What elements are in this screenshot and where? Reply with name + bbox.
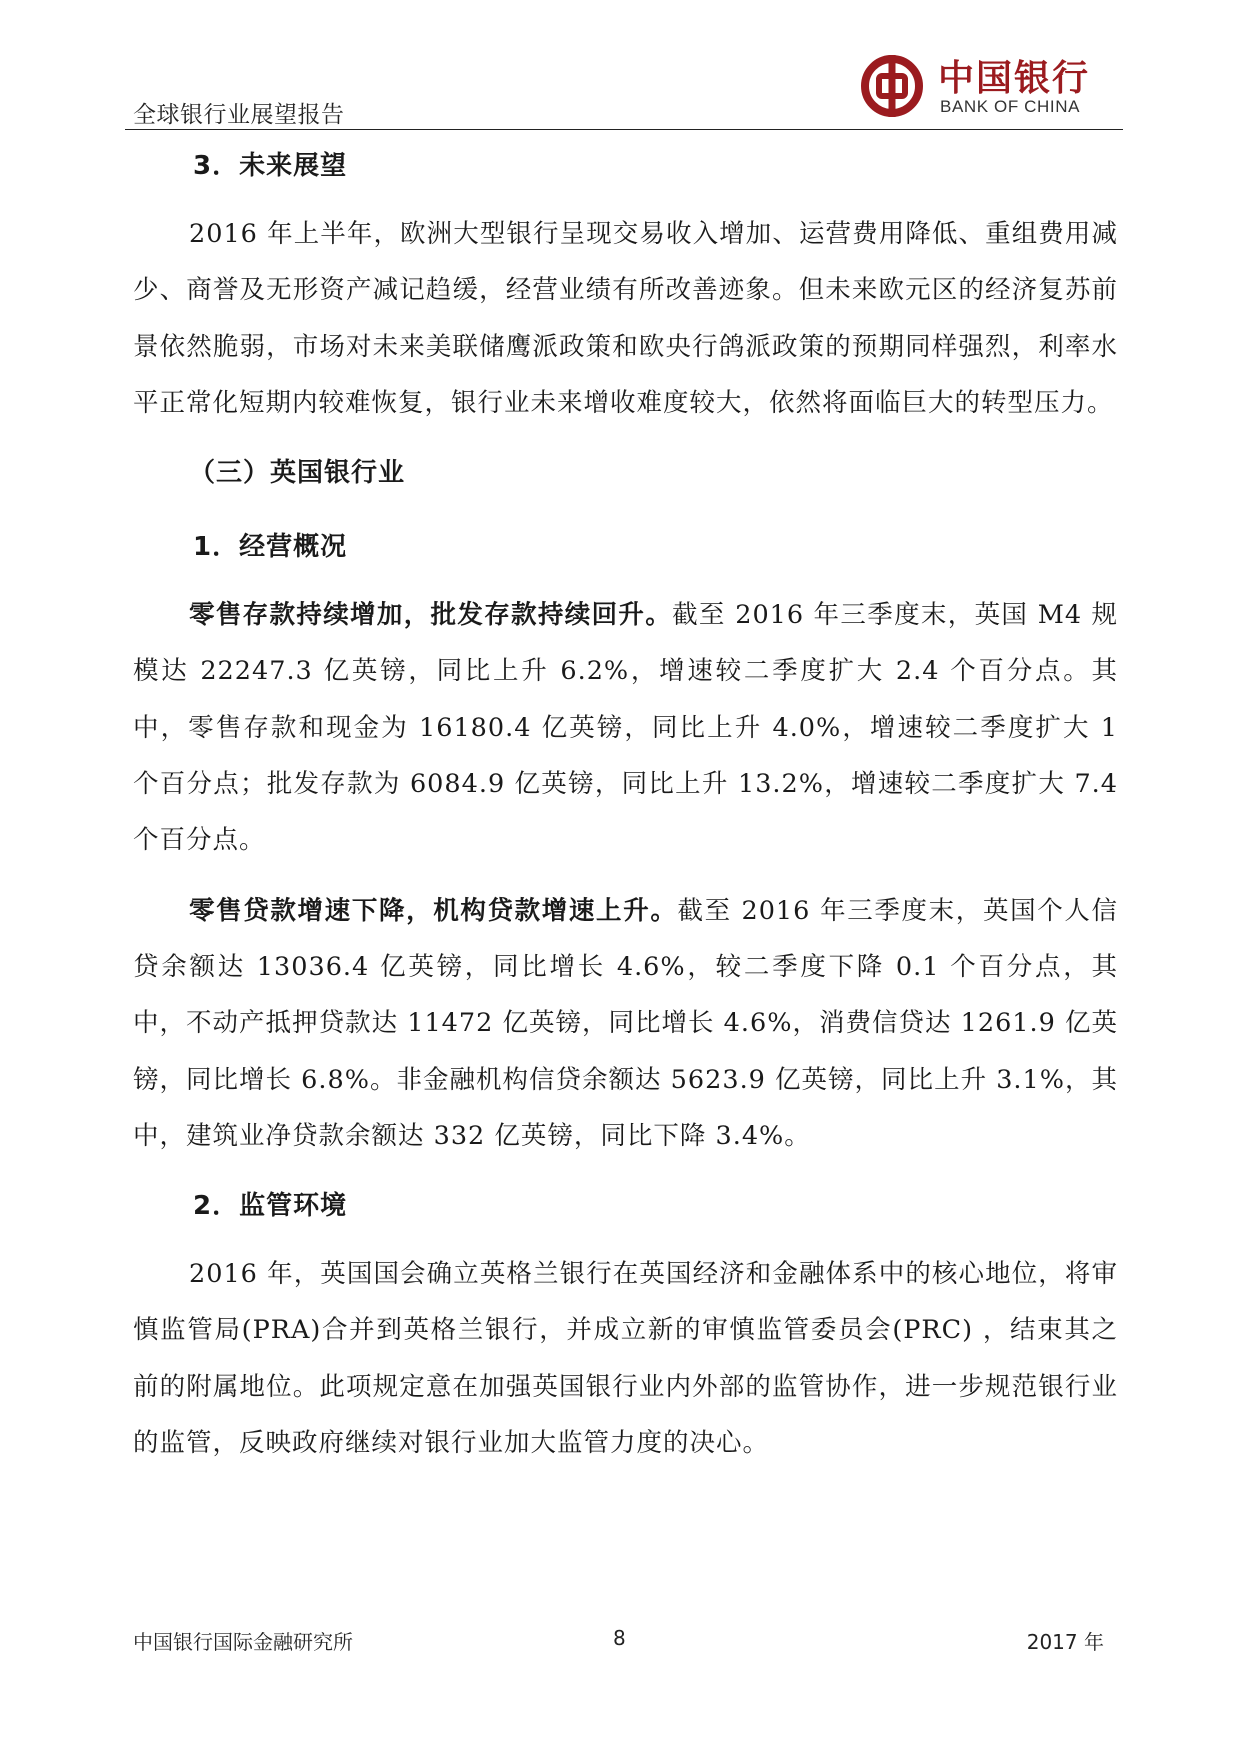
heading-future-outlook: 3．未来展望	[193, 151, 348, 181]
heading-business-overview: 1．经营概况	[193, 532, 348, 563]
deposits-lead-sentence: 零售存款持续增加，批发存款持续回升。	[189, 600, 673, 631]
loans-lead-sentence: 零售贷款增速下降，机构贷款增速上升。	[189, 895, 678, 926]
report-title: 全球银行业展望报告	[133, 102, 345, 128]
deposits-body-text: 截至 2016 年三季度末，英国 M4 规模达 22247.3 亿英镑，同比上升 6.2%，增速较二季度扩大 2.4 个百分点。其中，零售存款和现金为 16180.4 亿英镑，同比上升 4.0%，增速较二季度扩大 1 个百分点；批发存款为 6084.9 亿英镑，同比上升 13.2%，增速较二季度扩大 7.4 个百分点。	[133, 600, 1118, 856]
header-divider	[125, 129, 1123, 130]
page-header	[125, 0, 1123, 132]
bank-of-china-logo	[860, 50, 1130, 125]
footer-year: 2017 年	[1026, 1630, 1104, 1654]
bank-of-china-emblem-icon	[860, 54, 924, 118]
loans-body-text: 截至 2016 年三季度末，英国个人信贷余额达 13036.4 亿英镑，同比增长 4.6%，较二季度下降 0.1 个百分点，其中，不动产抵押贷款达 11472 亿英镑，同比增长 4.6%，消费信贷达 1261.9 亿英镑，同比增长 6.8%。非金融机构信贷余额达 5623.9 亿英镑，同比上升 3.1%，其中，建筑业净贷款余额达 332 亿英镑，同比下降 3.4%。	[133, 895, 1118, 1151]
heading-regulatory-environment: 2．监管环境	[193, 1191, 348, 1222]
footer-institute: 中国银行国际金融研究所	[133, 1630, 353, 1654]
heading-uk-banking: （三）英国银行业	[189, 458, 406, 489]
logo-chinese-name: 中国银行	[938, 57, 1091, 99]
logo-english-name: BANK OF CHINA	[940, 97, 1081, 116]
page-number: 8	[613, 1626, 626, 1650]
paragraph-regulation: 2016 年，英国国会确立英格兰银行在英国经济和金融体系中的核心地位，将审慎监管局(PRA)合并到英格兰银行，并成立新的审慎监管委员会(PRC) ，结束其之前的附属地位。此项规定意在加强英国银行业内外部的监管协作，进一步规范银行业的监管，反映政府继续对银行业加大监管力度的决心。	[133, 1259, 1118, 1459]
page-content	[133, 138, 1118, 1471]
page-footer	[133, 1626, 1118, 1666]
paragraph-loans	[133, 883, 1118, 1164]
paragraph-future-outlook: 2016 年上半年，欧洲大型银行呈现交易收入增加、运营费用降低、重组费用减少、商誉及无形资产减记趋缓，经营业绩有所改善迹象。但未来欧元区的经济复苏前景依然脆弱，市场对未来美联储鹰派政策和欧央行鸽派政策的预期同样强烈，利率水平正常化短期内较难恢复，银行业未来增收难度较大，依然将面临巨大的转型压力。	[133, 219, 1118, 418]
paragraph-deposits	[133, 587, 1118, 868]
